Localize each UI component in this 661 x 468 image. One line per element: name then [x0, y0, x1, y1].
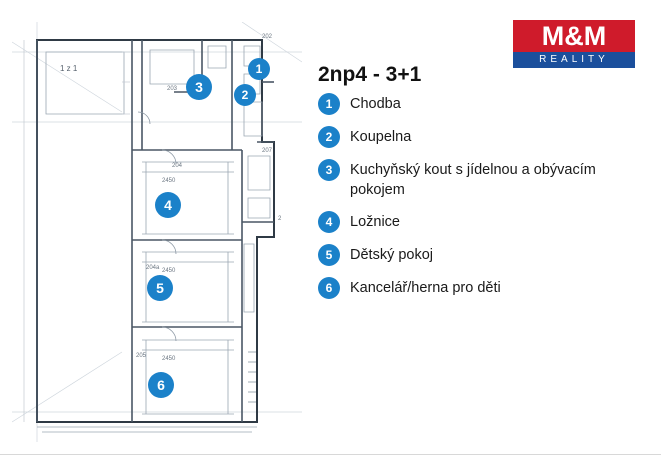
svg-text:204a: 204a — [146, 265, 160, 271]
list-item — [318, 244, 648, 266]
list-item — [318, 211, 648, 233]
list-item — [318, 126, 648, 148]
legend-marker-3: 3 — [318, 159, 340, 181]
legend-marker-4: 4 — [318, 211, 340, 233]
legend-label-6: Kancelář/herna pro děti — [350, 280, 501, 296]
legend-marker-5: 5 — [318, 244, 340, 266]
footer-divider — [0, 454, 661, 455]
plan-marker-3: 3 — [186, 74, 212, 100]
legend-label-2: Koupelna — [350, 129, 412, 145]
svg-text:2: 2 — [278, 216, 282, 222]
legend-label-5: Dětský pokoj — [350, 247, 434, 263]
list-item — [318, 93, 648, 115]
plan-marker-6: 6 — [148, 372, 174, 398]
legend-marker-6: 6 — [318, 277, 340, 299]
legend-marker-2: 2 — [318, 126, 340, 148]
legend-list — [318, 93, 648, 310]
floorplan — [12, 22, 302, 442]
svg-text:204: 204 — [172, 163, 183, 169]
plan-marker-5: 5 — [147, 275, 173, 301]
list-item — [318, 159, 648, 200]
logo-wordmark: M&M — [513, 20, 635, 52]
legend-label-1: Chodba — [350, 96, 401, 112]
plan-marker-4: 4 — [155, 192, 181, 218]
svg-text:207: 207 — [262, 148, 273, 154]
svg-text:2450: 2450 — [162, 268, 176, 274]
svg-text:205: 205 — [136, 353, 147, 359]
legend-marker-1: 1 — [318, 93, 340, 115]
svg-text:2450: 2450 — [162, 356, 176, 362]
svg-text:2450: 2450 — [162, 178, 176, 184]
logo-subtitle: REALITY — [513, 52, 635, 68]
svg-text:202: 202 — [262, 34, 273, 40]
svg-text:203: 203 — [167, 86, 178, 92]
mm-reality-logo — [513, 20, 635, 68]
svg-text:1 z 1: 1 z 1 — [60, 64, 78, 73]
legend-label-4: Ložnice — [350, 214, 400, 230]
legend-label-3: Kuchyňský kout s jídelnou a obývacím pokojem — [350, 162, 596, 198]
plan-marker-2: 2 — [234, 84, 256, 106]
plan-marker-1: 1 — [248, 58, 270, 80]
page-title: 2np4 - 3+1 — [318, 63, 422, 86]
list-item — [318, 277, 648, 299]
